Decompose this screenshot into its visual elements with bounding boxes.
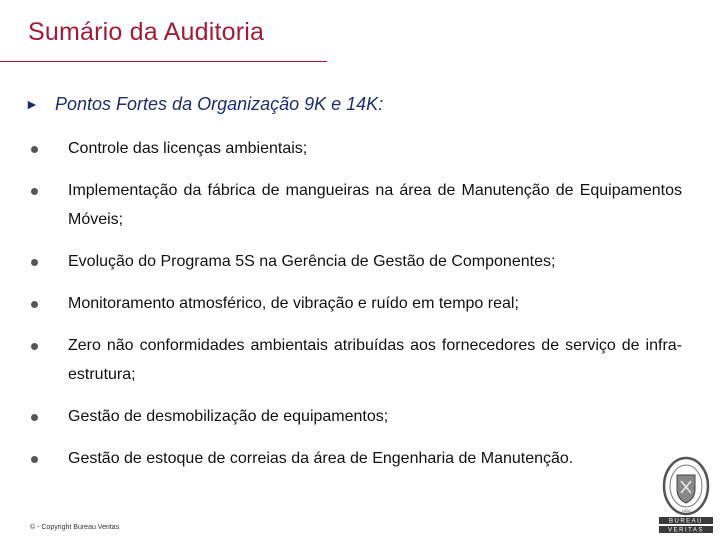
list-item <box>30 176 682 234</box>
list-item <box>30 289 682 318</box>
bureau-veritas-logo <box>655 455 717 535</box>
list-item-text: Monitoramento atmosférico, de vibração e ruído em tempo real; <box>68 295 519 312</box>
triangle-bullet-icon: ► <box>25 96 39 112</box>
list-item <box>30 402 682 431</box>
bullet-icon <box>31 456 38 463</box>
list-item-text: Implementação da fábrica de mangueiras na área de Manutenção de Equipamentos Móveis; <box>68 182 682 228</box>
list-item-text: Zero não conformidades ambientais atribuídas aos fornecedores de serviço de infra-estrutura; <box>68 337 682 383</box>
bullet-icon <box>31 414 38 421</box>
logo-line1: BUREAU <box>668 518 704 525</box>
bullet-icon <box>31 343 38 350</box>
list-item <box>30 247 682 276</box>
section-heading-text: Pontos Fortes da Organização 9K e 14K: <box>55 94 384 114</box>
list-item-text: Gestão de desmobilização de equipamentos; <box>68 408 389 425</box>
bullet-icon <box>31 188 38 195</box>
list-item-text: Evolução do Programa 5S na Gerência de Gestão de Componentes; <box>68 253 556 270</box>
bullet-icon <box>31 146 38 153</box>
logo-line2: VERITAS <box>668 527 704 534</box>
title-divider <box>0 61 327 62</box>
bullet-icon <box>31 259 38 266</box>
list-item <box>30 134 682 163</box>
section-heading <box>25 94 383 115</box>
list-item <box>30 331 682 389</box>
list-item <box>30 444 682 473</box>
copyright-footer: © - Copyright Bureau Veritas <box>30 524 120 531</box>
list-item-text: Gestão de estoque de correias da área de Engenharia de Manutenção. <box>68 450 574 467</box>
bullet-icon <box>31 301 38 308</box>
page-title: Sumário da Auditoria <box>28 18 265 46</box>
strengths-list <box>30 134 682 473</box>
logo-year: 1828 <box>681 508 691 513</box>
list-item-text: Controle das licenças ambientais; <box>68 140 308 157</box>
